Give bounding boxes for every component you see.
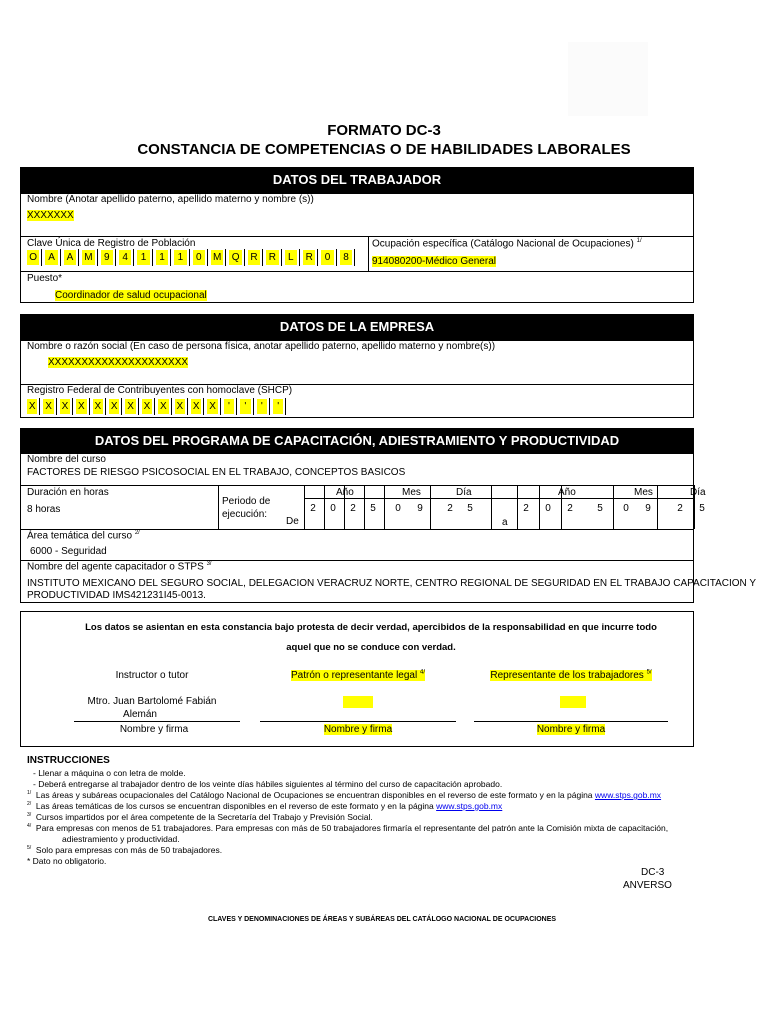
fin-digit-1: 2 (523, 503, 529, 514)
instructor-name-line1: Mtro. Juan Bartolomé Fabián (87, 696, 217, 707)
curp-char-17: 0 (321, 250, 333, 265)
inicio-digit-7: 2 (447, 503, 453, 514)
curp-box-divider (336, 249, 337, 266)
curp-box-divider (244, 249, 245, 266)
form-title: FORMATO DC-3 (327, 122, 441, 139)
inicio-mes-label: Mes (402, 487, 421, 498)
curso-field[interactable]: FACTORES DE RIESGO PSICOSOCIAL EN EL TRABAJO, CONCEPTOS BASICOS (27, 467, 406, 478)
rfc-char-1: X (28, 401, 36, 412)
representante-signature-field[interactable] (560, 696, 586, 708)
representante-label: Representante de los trabajadores $^{5/}$ (490, 670, 652, 682)
rfc-char-13: ' (224, 399, 234, 414)
curp-box-divider (189, 249, 190, 266)
curp-box-divider (299, 249, 300, 266)
de-label: De (286, 516, 299, 527)
rfc-char-16: ' (273, 399, 283, 414)
rfc-box-divider (105, 398, 106, 415)
rfc-box-divider (171, 398, 172, 415)
puesto-field[interactable]: Coordinador de salud ocupacional (55, 290, 207, 301)
patron-label: Patrón o representante legal $^{4/}$ (291, 670, 425, 682)
ocupacion-field[interactable]: 914080200-Médico General (372, 256, 496, 267)
instr-line-7: adiestramiento y productividad. (62, 834, 180, 844)
curp-char-3: A (64, 250, 76, 265)
curp-char-4: M (82, 250, 94, 265)
curp-label: Clave Única de Registro de Población (27, 238, 196, 249)
nombre-label: Nombre (Anotar apellido paterno, apellido materno y nombre (s)) (27, 194, 314, 205)
rfc-box-divider (121, 398, 122, 415)
rfc-char-3: X (61, 401, 69, 412)
footer-code: DC-3 (641, 867, 665, 878)
rfc-char-6: X (110, 401, 118, 412)
instructor-label: Instructor o tutor (115, 670, 189, 681)
section-empresa-header: DATOS DE LA EMPRESA (20, 314, 694, 340)
fin-digit-4: 5 (597, 503, 603, 514)
fin-anio-label: Año (558, 487, 576, 498)
fecha-grid-divider (344, 485, 345, 529)
instructor-signature-line (74, 721, 240, 722)
curp-box-divider (225, 249, 226, 266)
rfc-char-5: X (94, 401, 102, 412)
fin-digit-3: 2 (567, 503, 573, 514)
curp-box-divider (115, 249, 116, 266)
periodo-label-2: ejecución: (222, 509, 268, 520)
fecha-grid-divider (539, 485, 540, 529)
fin-digit-6: 9 (645, 503, 651, 514)
curp-char-14: R (266, 250, 278, 265)
inicio-dia-label: Día (456, 487, 472, 498)
fin-digit-8: 5 (699, 503, 705, 514)
curp-box-divider (207, 249, 208, 266)
curp-box-divider (170, 249, 171, 266)
curp-box-divider (41, 249, 42, 266)
rfc-box-divider (72, 398, 73, 415)
rfc-label: Registro Federal de Contribuyentes con homoclave (SHCP) (27, 385, 293, 396)
rfc-box-divider (39, 398, 40, 415)
inicio-anio-label: Año (336, 487, 354, 498)
curp-box-divider (133, 249, 134, 266)
curp-char-9: 1 (174, 250, 186, 265)
curp-box-divider (354, 249, 355, 266)
logo-placeholder (568, 42, 648, 116)
rfc-char-11: X (192, 401, 200, 412)
area-field[interactable]: 6000 - Seguridad (30, 546, 107, 557)
rfc-char-15: ' (257, 399, 267, 414)
rfc-box-divider (138, 398, 139, 415)
form-subtitle: CONSTANCIA DE COMPETENCIAS O DE HABILIDADES LABORALES (137, 141, 631, 158)
fin-dia-label: Día (690, 487, 706, 498)
area-label: Área temática del curso $^{2/}$ (27, 530, 140, 542)
curso-label: Nombre del curso (27, 454, 106, 465)
curp-char-11: M (211, 250, 223, 265)
duracion-field[interactable]: 8 horas (27, 504, 61, 515)
rfc-box-divider (154, 398, 155, 415)
nombre-field[interactable]: XXXXXXX (27, 210, 74, 221)
fecha-grid-divider (517, 485, 518, 529)
curp-char-1: O (27, 250, 39, 265)
section-trabajador-header: DATOS DEL TRABAJADOR (20, 167, 694, 193)
stps-link-2[interactable]: www.stps.gob.mx (436, 801, 503, 811)
agente-label: Nombre del agente capacitador o STPS $^{3/}$ (27, 561, 212, 573)
curp-box-divider (281, 249, 282, 266)
inicio-digit-4: 5 (370, 503, 376, 514)
instructor-name-line2: Alemán (123, 709, 157, 720)
fecha-grid-divider (694, 485, 695, 529)
rfc-box-divider (89, 398, 90, 415)
fecha-grid-divider (430, 485, 431, 529)
curp-char-15: L (285, 250, 297, 265)
puesto-label: Puesto* (27, 273, 63, 284)
fin-digit-7: 2 (677, 503, 683, 514)
curp-char-2: A (45, 250, 57, 265)
patron-signature-line (260, 721, 456, 722)
razon-label: Nombre o razón social (En caso de persona física, anotar apellido paterno, apellido materno y nombre(s)) (27, 341, 496, 352)
rfc-char-2: X (45, 401, 52, 412)
instructor-nombre-firma: Nombre y firma (119, 724, 189, 735)
protesta-line2: aquel que no se conduce con verdad. (286, 642, 456, 653)
rfc-box-divider (220, 398, 221, 415)
fecha-grid-divider (561, 485, 562, 529)
rfc-char-14: ' (240, 399, 250, 414)
rfc-char-4: X (78, 401, 85, 412)
curp-char-10: 0 (193, 250, 205, 265)
rfc-char-12: X (209, 401, 216, 412)
instrucciones-title: INSTRUCCIONES (27, 755, 110, 766)
curp-char-18: 8 (340, 250, 352, 265)
instr-line-6: $^{4/}$ Para empresas con menos de 51 trabajadores. Para empresas con más de 50 trabajadores firmaría el representante del patrón ante la Comisión mixta de capacitación, (27, 823, 669, 833)
fecha-grid-rule (304, 498, 694, 499)
razon-field[interactable]: XXXXXXXXXXXXXXXXXXXXX (48, 357, 189, 368)
inicio-digit-6: 9 (417, 503, 423, 514)
inicio-digit-1: 2 (310, 503, 316, 514)
periodo-label-1: Periodo de (222, 496, 271, 507)
instr-line-3: $^{1/}$ Las áreas y subáreas ocupacionales del Catálogo Nacional de Ocupaciones se encuentran disponibles en el reverso de este formato y en la página www.stps.gob.mx (27, 790, 662, 800)
curp-box-divider (152, 249, 153, 266)
fecha-grid-divider (491, 485, 492, 529)
curp-char-6: 4 (119, 250, 131, 265)
inicio-digit-2: 0 (330, 503, 336, 514)
footer-side: ANVERSO (623, 880, 672, 891)
fin-mes-label: Mes (634, 487, 653, 498)
instr-line-4: $^{2/}$ Las áreas temáticas de los cursos se encuentran disponibles en el reverso de este formato y en la página www.stps.gob.mx (27, 801, 503, 811)
fecha-grid-divider (324, 485, 325, 529)
rfc-box-divider (269, 398, 270, 415)
rfc-char-8: X (143, 401, 151, 412)
instr-line-5: $^{3/}$ Cursos impartidos por el área competente de la Secretaría del Trabajo y Previsión Social. (27, 812, 373, 822)
rfc-box-divider (285, 398, 286, 415)
inicio-digit-5: 0 (395, 503, 401, 514)
inicio-digit-8: 5 (467, 503, 473, 514)
curp-char-16: R (303, 250, 315, 265)
instr-line-2: - Deberá entregarse al trabajador dentro de los veinte días hábiles siguientes al término del curso de capacitación aprobado. (33, 779, 503, 789)
protesta-line1: Los datos se asientan en esta constancia bajo protesta de decir verdad, apercibidos de la responsabilidad en que incurre todo (85, 622, 657, 633)
rfc-box-divider (203, 398, 204, 415)
fecha-grid-divider (364, 485, 365, 529)
curp-char-13: R (248, 250, 260, 265)
patron-signature-field[interactable] (343, 696, 373, 708)
fin-digit-5: 0 (623, 503, 629, 514)
rfc-box-divider (236, 398, 237, 415)
rfc-char-9: X (160, 401, 167, 412)
claves-heading: CLAVES Y DENOMINACIONES DE ÁREAS Y SUBÁREAS DEL CATÁLOGO NACIONAL DE OCUPACIONES (207, 916, 557, 923)
fecha-grid-divider (384, 485, 385, 529)
instr-line-8: $^{5/}$ Solo para empresas con más de 50 trabajadores. (27, 845, 223, 855)
rfc-box-divider (253, 398, 254, 415)
representante-signature-line (474, 721, 668, 722)
rfc-char-7: X (127, 401, 134, 412)
curp-char-12: Q (229, 250, 241, 265)
curp-box-divider (262, 249, 263, 266)
fecha-grid-divider (613, 485, 614, 529)
curp-char-8: 1 (156, 250, 168, 265)
curp-box-divider (78, 249, 79, 266)
duracion-label: Duración en horas (27, 487, 109, 498)
curp-box-divider (60, 249, 61, 266)
fecha-grid-divider (304, 485, 305, 529)
curp-char-7: 1 (137, 250, 149, 265)
ocupacion-label: Ocupación específica (Catálogo Nacional de Ocupaciones) $^{1/}$ (372, 238, 642, 250)
section-programa-header: DATOS DEL PROGRAMA DE CAPACITACIÓN, ADIESTRAMIENTO Y PRODUCTIVIDAD (20, 428, 694, 453)
rfc-char-10: X (176, 401, 184, 412)
a-label: a (502, 517, 508, 528)
fin-digit-2: 0 (545, 503, 551, 514)
patron-nombre-firma: Nombre y firma (323, 724, 393, 735)
stps-link-1[interactable]: www.stps.gob.mx (594, 790, 662, 800)
rfc-box-divider (56, 398, 57, 415)
curp-box-divider (97, 249, 98, 266)
rfc-box-divider (187, 398, 188, 415)
instr-line-1: - Llenar a máquina o con letra de molde. (33, 768, 186, 778)
agente-field-line1[interactable]: INSTITUTO MEXICANO DEL SEGURO SOCIAL, DELEGACION VERACRUZ NORTE, CENTRO REGIONAL DE SEGURIDAD EN EL TRABAJO CAPACITACION Y (27, 578, 757, 589)
fecha-grid-divider (657, 485, 658, 529)
curp-char-5: 9 (101, 250, 113, 265)
curp-box-divider (317, 249, 318, 266)
inicio-digit-3: 2 (350, 503, 356, 514)
agente-field-line2[interactable]: PRODUCTIVIDAD IMS421231I45-0013. (27, 590, 206, 601)
representante-nombre-firma: Nombre y firma (536, 724, 606, 735)
instr-line-9: * Dato no obligatorio. (27, 856, 107, 866)
